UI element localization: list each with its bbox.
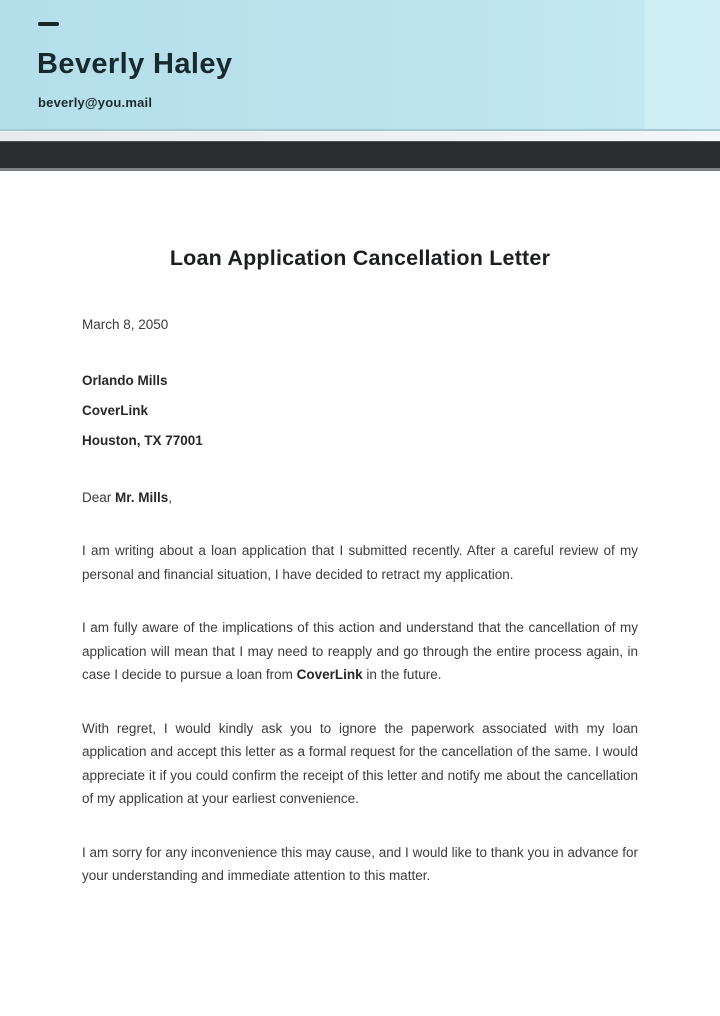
- salutation-prefix: Dear: [82, 490, 116, 505]
- salutation-recipient: Mr. Mills: [115, 490, 169, 505]
- divider-strip-dark: [0, 141, 720, 171]
- paragraph-4: I am sorry for any inconvenience this may cause, and I would like to thank you in advance for your understanding and immediate attention to this matter.: [82, 844, 638, 883]
- letter-title: Loan Application Cancellation Letter: [169, 246, 551, 270]
- paragraph-2-tail: in the future.: [362, 667, 442, 682]
- sender-email: beverly@you.mail: [38, 95, 153, 110]
- recipient-company: CoverLink: [82, 403, 149, 418]
- recipient-name: Orlando Mills: [82, 373, 168, 388]
- dash-icon: [38, 22, 59, 26]
- paragraph-2-company: CoverLink: [296, 667, 363, 682]
- letter-date: March 8, 2050: [82, 317, 169, 332]
- paragraph-2-text: I am fully aware of the implications of this action and understand that the cancellation of my application will mean that I may need to reapply and go through the entire process again, in case I decide to pursue a loan from: [82, 620, 638, 682]
- letter-page: [0, 243, 720, 888]
- paragraph-1: I am writing about a loan application that I submitted recently. After a careful review of my personal and financial situation, I have decided to retract my application.: [82, 543, 638, 582]
- divider-strip-light: [0, 131, 720, 141]
- sender-name: Beverly Haley: [37, 48, 233, 80]
- paragraph-3: With regret, I would kindly ask you to ignore the paperwork associated with my loan application and accept this letter as a formal request for the cancellation of the same. I would appreciate it if you could confirm the receipt of this letter and notify me about the cancellation of my application at your earliest convenience.: [82, 720, 638, 806]
- paragraph-2: [82, 616, 638, 687]
- recipient-block: [82, 370, 638, 452]
- letterhead: [0, 0, 720, 131]
- recipient-address: Houston, TX 77001: [82, 433, 203, 448]
- salutation-line: [82, 487, 638, 509]
- salutation-suffix: ,: [168, 490, 173, 505]
